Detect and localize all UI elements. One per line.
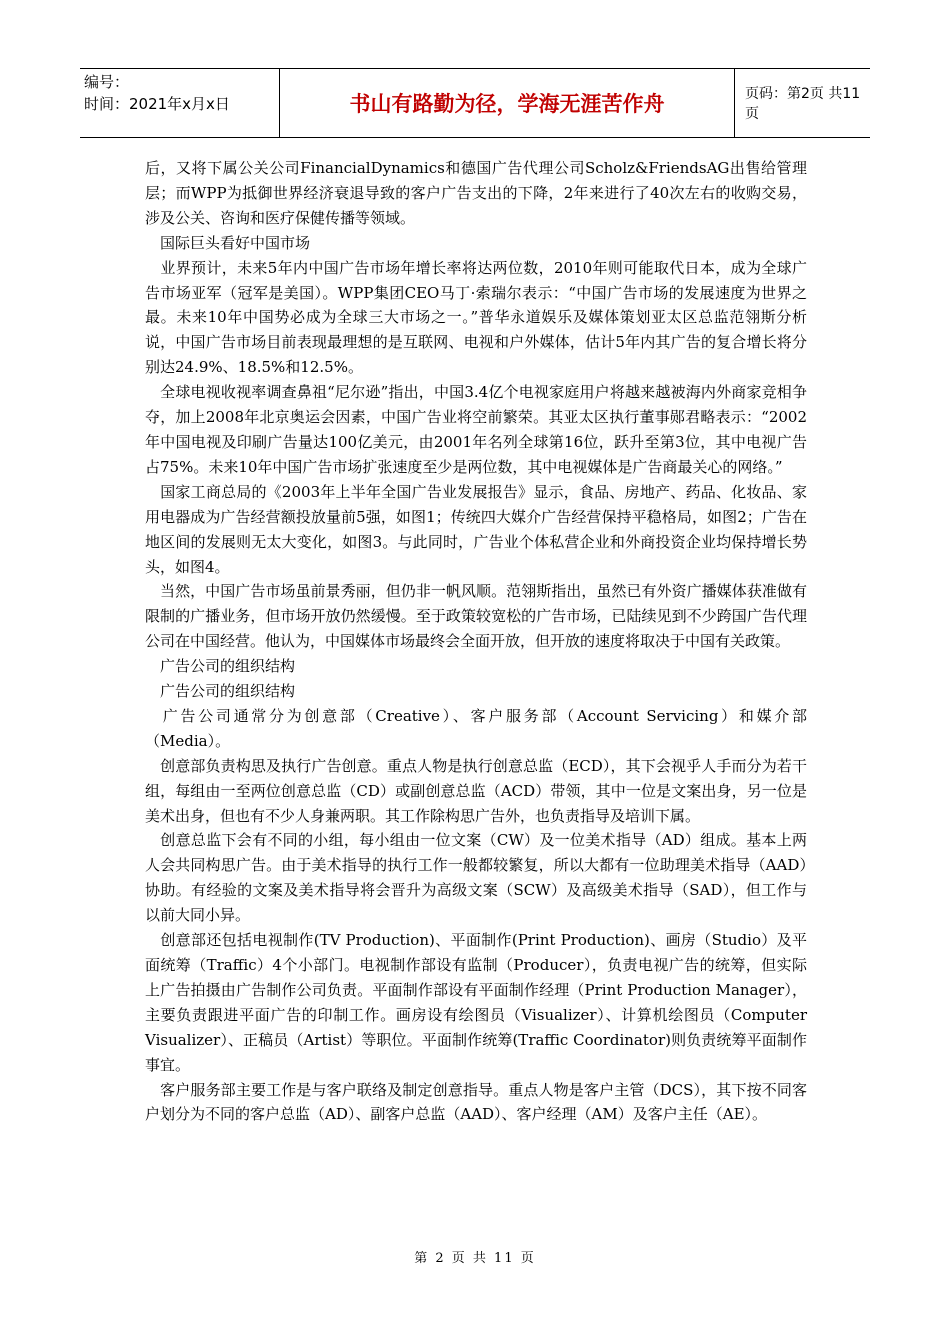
- paragraph: 客户服务部主要工作是与客户联络及制定创意指导。重点人物是客户主管（DCS），其下按不同客户划分为不同的客户总监（AD）、副客户总监（AAD）、客户经理（AM）及客户主任（AE）。: [145, 1080, 807, 1124]
- doc-number-label: 编号：: [84, 73, 130, 91]
- page-footer: [0, 1247, 950, 1266]
- paragraph: 创意部还包括电视制作(TV Production)、平面制作(Print Production)、画房（Studio）及平面统筹（Traffic）4个小部门。电视制作部设有监制（Producer），负责电视广告的统筹，但实际上广告拍摄由广告制作公司负责。平面制作部设有平面制作经理（Print Production Manager），主要负责跟进平面广告的印制工作。画房设有绘图员（Visualizer）、计算机绘图员（Computer Visualizer）、正稿员（Artist）等职位。平面制作统筹(Traffic Coordinator)则负责统筹平面制作事宜。: [145, 931, 807, 1074]
- section-heading: 国际巨头看好中国市场: [145, 233, 311, 252]
- paragraph: 当然，中国广告市场虽前景秀丽，但仍非一帆风顺。范翎斯指出，虽然已有外资广播媒体获准做有限制的广播业务，但市场开放仍然缓慢。至于政策较宽松的广告市场，已陆续见到不少跨国广告代理公司在中国经营。他认为，中国媒体市场最终会全面开放，但开放的速度将取决于中国有关政策。: [145, 582, 807, 651]
- footer-page-number: 第 2 页 共 11 页: [414, 1251, 536, 1266]
- paragraph: 后，又将下属公关公司FinancialDynamics和德国广告代理公司Scholz&FriendsAG出售给管理层；而WPP为抵御世界经济衰退导致的客户广告支出的下降，2年来进行了40次左右的收购交易，涉及公关、咨询和医疗保健传播等领域。: [145, 159, 807, 227]
- paragraph: 广告公司通常分为创意部（Creative）、客户服务部（Account Servicing）和媒介部（Media）。: [145, 706, 807, 750]
- page-header: [80, 68, 870, 138]
- doc-date-label: 时间：2021年x月x日: [84, 95, 230, 113]
- document-body: [145, 156, 807, 1127]
- paragraph: 国家工商总局的《2003年上半年全国广告业发展报告》显示，食品、房地产、药品、化妆品、家用电器成为广告经营额投放量前5强，如图1；传统四大媒介广告经营保持平稳格局，如图2；广告在地区间的发展则无太大变化，如图3。与此同时，广告业个体私营企业和外商投资企业均保持增长势头，如图4。: [145, 482, 807, 576]
- paragraph: 业界预计，未来5年内中国广告市场年增长率将达两位数，2010年则可能取代日本，成为全球广告市场亚军（冠军是美国）。WPP集团CEO马丁·索瑞尔表示：“中国广告市场的发展速度为世界之最。未来10年中国势必成为全球三大市场之一。”普华永道娱乐及媒体策划亚太区总监范翎斯分析说，中国广告市场目前表现最理想的是互联网、电视和户外媒体，估计5年内其广告的复合增长将分别达24.9%、18.5%和12.5%。: [145, 258, 807, 377]
- header-page-cell: [735, 69, 870, 137]
- header-motto-cell: [280, 69, 735, 137]
- paragraph: 全球电视收视率调查鼻祖“尼尔逊”指出，中国3.4亿个电视家庭用户将越来越被海内外商家竞相争夺，加上2008年北京奥运会因素，中国广告业将空前繁荣。其亚太区执行董事郧君略表示：“2002年中国电视及印刷广告量达100亿美元，由2001年名列全球第16位，跃升至第3位，其中电视广告占75%。未来10年中国广告市场扩张速度至少是两位数，其中电视媒体是广告商最关心的网络。”: [145, 383, 807, 476]
- header-page-number: 页码：第2页 共11页: [745, 86, 861, 122]
- paragraph: 创意总监下会有不同的小组，每小组由一位文案（CW）及一位美术指导（AD）组成。基本上两人会共同构思广告。由于美术指导的执行工作一般都较繁复，所以大都有一位助理美术指导（AAD）协助。有经验的文案及美术指导将会晋升为高级文案（SCW）及高级美术指导（SAD），但工作与以前大同小异。: [145, 831, 807, 925]
- header-motto: 书山有路勤为径，学海无涯苦作舟: [349, 92, 665, 116]
- section-heading: 广告公司的组织结构: [145, 682, 296, 701]
- section-heading: 广告公司的组织结构: [145, 657, 296, 676]
- header-meta-cell: [80, 69, 280, 137]
- paragraph: 创意部负责构思及执行广告创意。重点人物是执行创意总监（ECD），其下会视乎人手而分为若干组，每组由一至两位创意总监（CD）或副创意总监（ACD）带领，其中一位是文案出身，另一位是美术出身，但也有不少人身兼两职。其工作除构思广告外，也负责指导及培训下属。: [145, 756, 807, 825]
